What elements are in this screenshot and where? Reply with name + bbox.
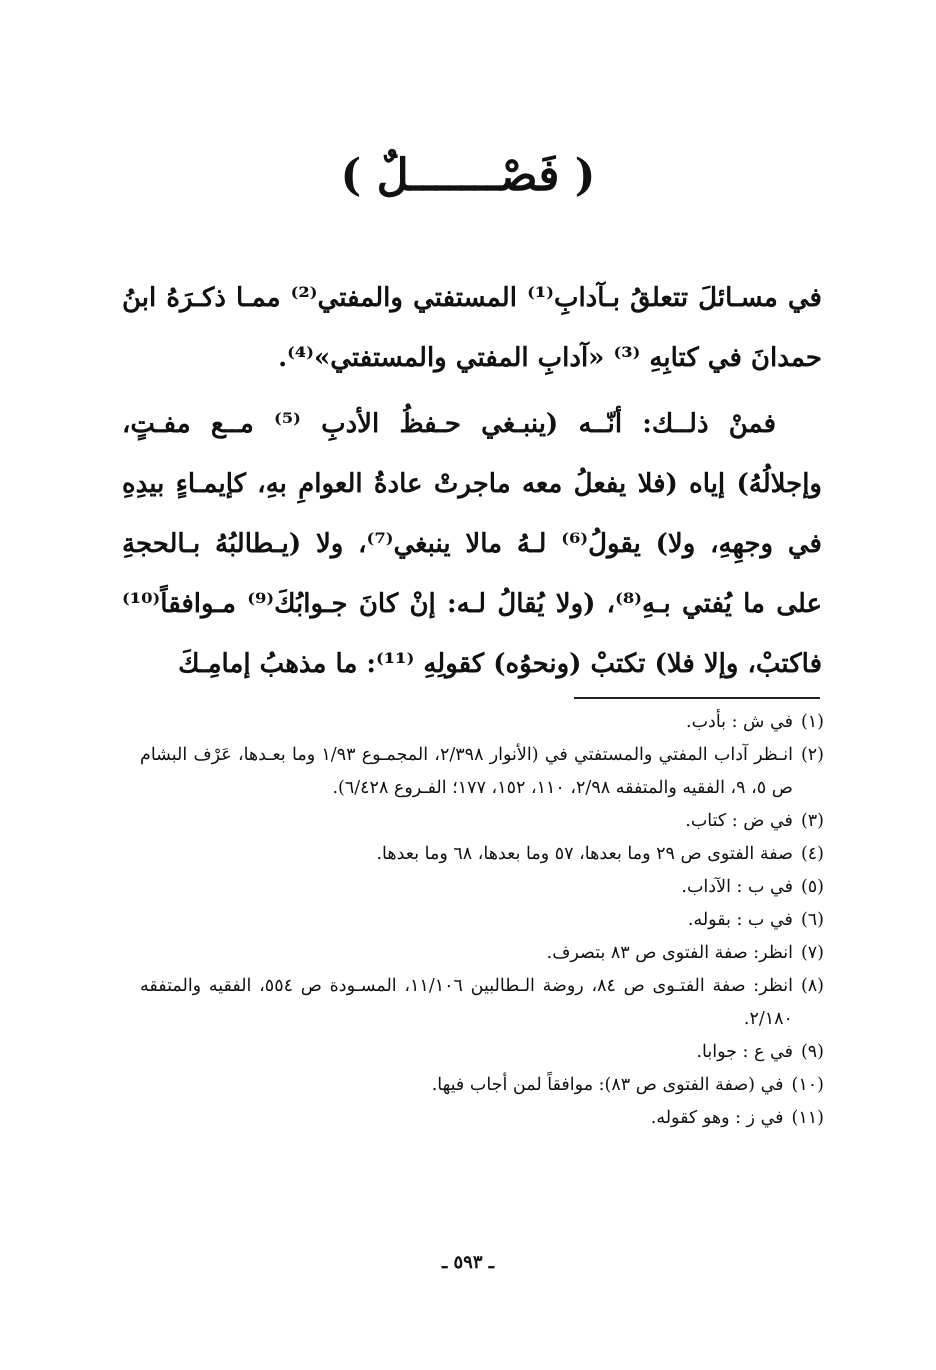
footnote-number: (٣): [800, 811, 824, 831]
footnote-text: في ب : الآداب.: [681, 877, 793, 897]
footnote-number: (٦): [800, 910, 824, 930]
footnote-number: (١): [800, 712, 824, 732]
footnote-text: في ع : جوابا.: [696, 1042, 793, 1062]
footnote-item: [140, 838, 824, 871]
footnote-item: [140, 1069, 824, 1102]
footnote-text: انظر: صفة الفتوى ص ٨٣ بتصرف.: [546, 943, 793, 963]
footnote-text: في ش : بأدب.: [686, 712, 793, 732]
footnote-item: [140, 871, 824, 904]
main-text: [122, 268, 822, 694]
footnote-number: (٨): [800, 976, 824, 996]
section-title: ( فَصْـــــــلٌ ): [340, 150, 596, 201]
footnote-item: [140, 904, 824, 937]
footnote-number: (٢): [800, 745, 824, 765]
footnote-item: [140, 937, 824, 970]
page-number: ـ ٥٩٣ ـ: [441, 1252, 495, 1273]
footnote-item: [140, 1102, 824, 1135]
footnote-item: [140, 1036, 824, 1069]
footnote-number: (٩): [800, 1042, 824, 1062]
footnote-text: انـظر آداب المفتي والمستفتي في (الأنوار ٢/٣٩٨، المجمـوع ١/٩٣ وما بعـدها، عَرْف البشام ص ٥، ٩، الفقيه والمتفقه ٢/٩٨، ١١٠، ١٥٢، ١٧٧؛ الفـروع ٦/٤٢٨).: [140, 745, 793, 798]
footnote-item: [140, 970, 824, 1036]
footnote-text: في (صفة الفتوى ص ٨٣): موافقاً لمن أجاب فيها.: [431, 1075, 784, 1095]
footnote-number: (٥): [800, 877, 824, 897]
footnote-text: صفة الفتوى ص ٢٩ وما بعدها، ٥٧ وما بعدها، ٦٨ وما بعدها.: [376, 844, 793, 864]
footnote-item: [140, 739, 824, 805]
footnote-number: (٧): [800, 943, 824, 963]
footnotes: [140, 706, 824, 1135]
footnote-text: في ض : كتاب.: [685, 811, 793, 831]
paragraph-1: في مسـائلَ تتعلقُ بـآدابِ⁽¹⁾ المستفتي والمفتي⁽²⁾ ممـا ذكـرَهُ ابنُ حمدانَ في كتابِهِ ⁽³⁾ «آدابِ المفتي والمستفتي»⁽⁴⁾.: [122, 283, 822, 373]
footnote-number: (١٠): [791, 1075, 824, 1095]
footnote-text: في ز : وهو كقوله.: [650, 1108, 784, 1128]
footnote-text: انظر: صفة الفتـوى ص ٨٤، روضة الـطالبين ١١/١٠٦، المسـودة ص ٥٥٤، الفقيه والمتفقه ٢/١٨٠.: [140, 976, 793, 1029]
footnote-number: (١١): [791, 1108, 824, 1128]
footnote-divider: [574, 697, 820, 699]
footnote-text: في ب : بقوله.: [687, 910, 793, 930]
footnote-item: [140, 805, 824, 838]
footnote-item: [140, 706, 824, 739]
paragraph-2: فمنْ ذلــك: أنّــه (ينبـغي حـفظُ الأدبِ ⁽⁵⁾ مــع مفـتٍ، وإجلالُهُ) إياه (فلا يفعلُ معه ماجرتْ عادةُ العوامِ بهِ، كإيمـاءٍ بيدِهِ في وجهِهِ، ولا) يقولُ⁽⁶⁾ لـهُ مالا ينبغي⁽⁷⁾، ولا (يـطالبُهُ بـالحجةِ على ما يُفتي بـهِ⁽⁸⁾، (ولا يُقالُ لـه: إنْ كانَ جـوابُكَ⁽⁹⁾ مـوافقاً⁽¹⁰⁾ فاكتبْ، وإلا فلا) تكتبْ (ونحوُه) كقولِهِ ⁽¹¹⁾: ما مذهبُ إمامِـكَ: [122, 409, 823, 679]
footnote-number: (٤): [800, 844, 824, 864]
